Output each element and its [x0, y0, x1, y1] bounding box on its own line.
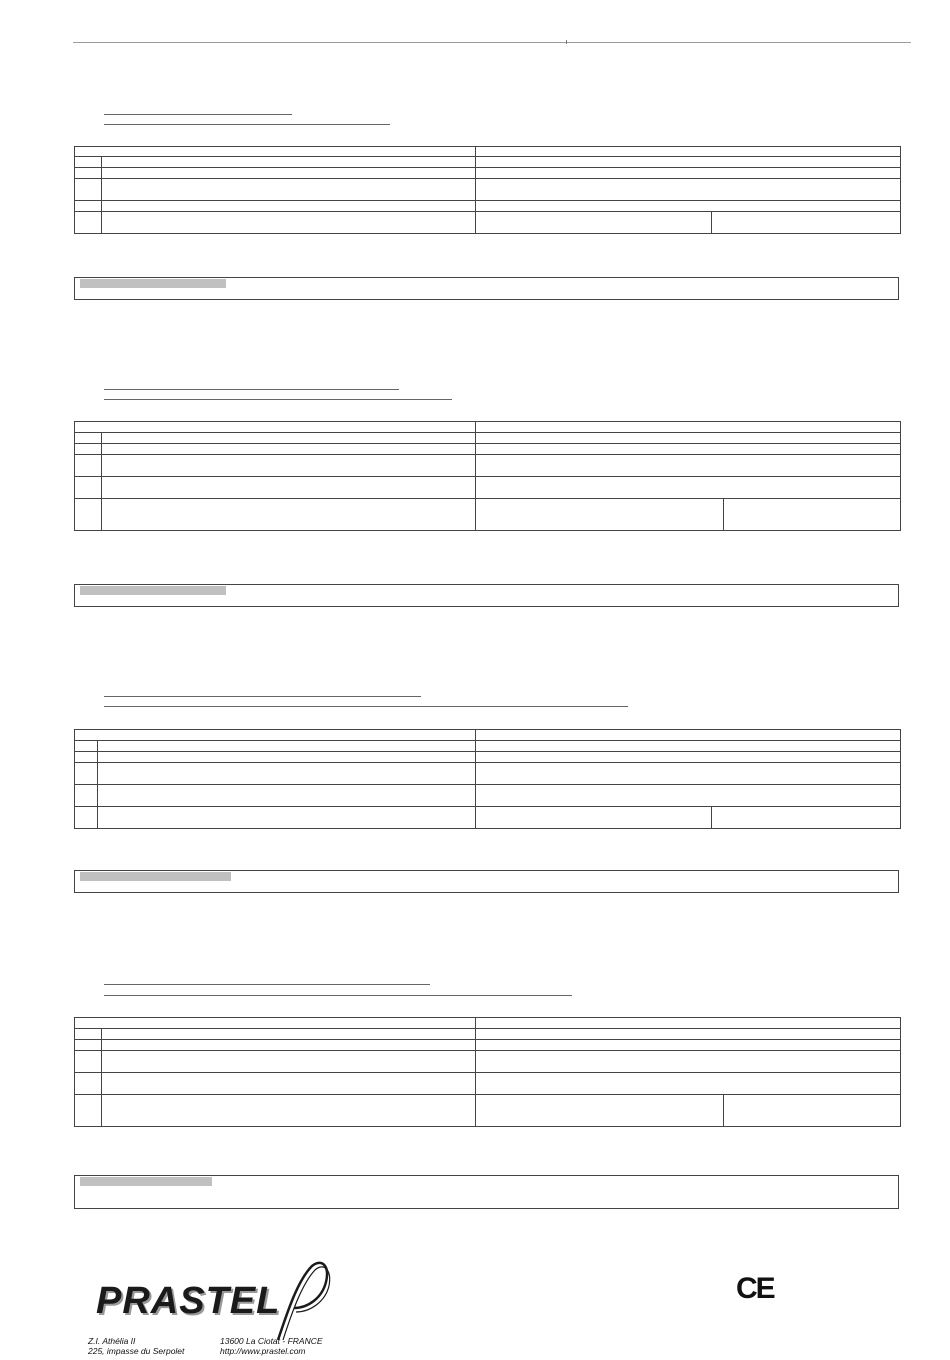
section-1-note-box — [74, 277, 899, 300]
table-row — [75, 455, 901, 477]
table-cell — [712, 807, 901, 829]
section-3-note-label-bar — [80, 872, 231, 881]
table-cell — [75, 785, 98, 807]
section-2-table — [74, 421, 901, 531]
table-cell — [476, 499, 724, 531]
table-row — [75, 1073, 901, 1095]
table-row — [75, 147, 901, 157]
table-cell — [75, 752, 98, 763]
table-row — [75, 433, 901, 444]
table-row — [75, 499, 901, 531]
table-cell — [102, 499, 476, 531]
table-row — [75, 1095, 901, 1127]
table-cell — [75, 157, 102, 168]
table-cell — [102, 168, 476, 179]
table-cell — [476, 730, 901, 741]
table-row — [75, 1018, 901, 1029]
table-cell — [102, 1095, 476, 1127]
table-cell — [476, 422, 901, 433]
section-3-title-underline — [104, 696, 421, 697]
address-line-1: Z.I. Athélia II — [88, 1336, 136, 1346]
table-cell — [102, 477, 476, 499]
table-cell — [476, 1040, 901, 1051]
table-cell — [476, 763, 901, 785]
table-cell — [476, 1095, 724, 1127]
table-cell — [75, 1051, 102, 1073]
table-cell — [724, 1095, 901, 1127]
table-cell — [75, 477, 102, 499]
table-cell — [476, 785, 901, 807]
table-cell — [102, 1073, 476, 1095]
table-cell — [476, 147, 901, 157]
header-rule-tick — [566, 40, 567, 44]
table-cell — [75, 212, 102, 234]
table-cell — [102, 1029, 476, 1040]
table-row — [75, 1040, 901, 1051]
table-cell — [102, 201, 476, 212]
section-1-title-underline — [104, 114, 292, 115]
table-cell — [102, 157, 476, 168]
table-cell — [98, 752, 476, 763]
section-4-note-label-bar — [80, 1177, 212, 1186]
section-4-table — [74, 1017, 901, 1127]
table-cell — [75, 168, 102, 179]
ce-mark-icon: CE — [736, 1272, 774, 1305]
section-2-subtitle-underline — [104, 399, 452, 400]
table-row — [75, 444, 901, 455]
section-2-note-box — [74, 584, 899, 607]
table-cell — [476, 807, 712, 829]
table-cell — [75, 730, 476, 741]
table-cell — [476, 168, 901, 179]
section-3-note-box — [74, 870, 899, 893]
table-cell — [102, 433, 476, 444]
address-city: 13600 La Ciotat - FRANCE — [220, 1336, 323, 1346]
table-cell — [476, 741, 901, 752]
section-1-note-label-bar — [80, 279, 226, 288]
logo-text: PRASTEL — [96, 1280, 281, 1322]
section-1-subtitle-underline — [104, 124, 390, 125]
table-cell — [476, 157, 901, 168]
table-cell — [75, 499, 102, 531]
table-cell — [476, 433, 901, 444]
table-row — [75, 785, 901, 807]
table-cell — [98, 807, 476, 829]
table-cell — [75, 444, 102, 455]
table-row — [75, 763, 901, 785]
table-cell — [476, 1018, 901, 1029]
section-3-subtitle-underline — [104, 706, 628, 707]
table-cell — [476, 455, 901, 477]
table-cell — [102, 444, 476, 455]
table-cell — [75, 807, 98, 829]
table-row — [75, 212, 901, 234]
table-row — [75, 730, 901, 741]
table-row — [75, 201, 901, 212]
table-row — [75, 807, 901, 829]
table-row — [75, 179, 901, 201]
table-row — [75, 741, 901, 752]
table-cell — [98, 741, 476, 752]
table-cell — [476, 477, 901, 499]
table-row — [75, 752, 901, 763]
table-cell — [98, 785, 476, 807]
table-cell — [75, 763, 98, 785]
table-row — [75, 1029, 901, 1040]
table-cell — [724, 499, 901, 531]
table-row — [75, 1051, 901, 1073]
table-cell — [75, 147, 476, 157]
table-cell — [75, 433, 102, 444]
table-cell — [476, 179, 901, 201]
table-cell — [75, 201, 102, 212]
table-row — [75, 422, 901, 433]
section-3-table — [74, 729, 901, 829]
table-cell — [102, 455, 476, 477]
company-logo — [82, 1258, 342, 1360]
table-cell — [75, 179, 102, 201]
table-cell — [102, 1051, 476, 1073]
table-cell — [98, 763, 476, 785]
table-cell — [712, 212, 901, 234]
table-cell — [476, 444, 901, 455]
table-row — [75, 477, 901, 499]
table-cell — [75, 1095, 102, 1127]
table-cell — [476, 201, 901, 212]
table-cell — [476, 1029, 901, 1040]
address-line-2: 225, impasse du Serpolet — [88, 1346, 185, 1356]
table-cell — [75, 1029, 102, 1040]
section-2-title-underline — [104, 389, 399, 390]
table-cell — [75, 1018, 476, 1029]
header-rule — [73, 42, 911, 43]
table-cell — [75, 422, 476, 433]
company-website: http://www.prastel.com — [220, 1346, 306, 1356]
section-4-note-box — [74, 1175, 899, 1209]
table-cell — [75, 1073, 102, 1095]
table-cell — [102, 212, 476, 234]
table-cell — [476, 1051, 901, 1073]
table-row — [75, 168, 901, 179]
table-cell — [476, 752, 901, 763]
section-1-table — [74, 146, 901, 234]
table-cell — [102, 1040, 476, 1051]
section-4-subtitle-underline — [104, 995, 572, 996]
table-row — [75, 157, 901, 168]
section-4-title-underline — [104, 984, 430, 985]
table-cell — [75, 455, 102, 477]
section-2-note-label-bar — [80, 586, 226, 595]
table-cell — [102, 179, 476, 201]
table-cell — [75, 1040, 102, 1051]
table-cell — [476, 1073, 901, 1095]
table-cell — [476, 212, 712, 234]
table-cell — [75, 741, 98, 752]
